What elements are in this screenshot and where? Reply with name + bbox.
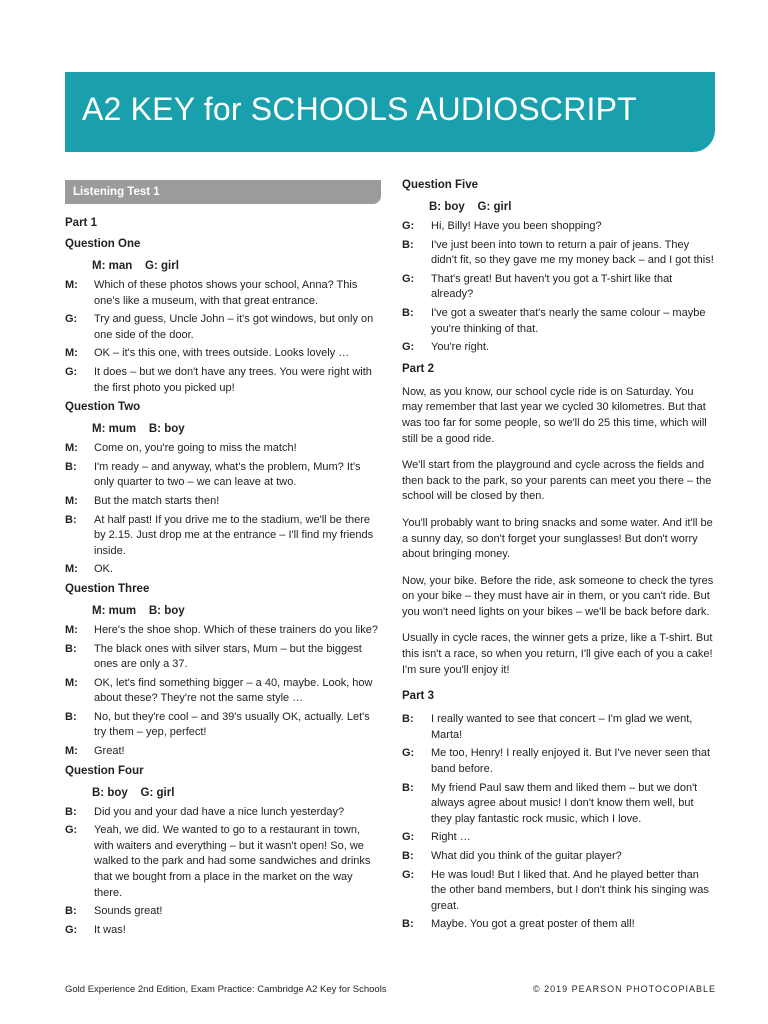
dialogue [65,441,381,578]
dialogue-line [402,272,716,303]
speaker-label: M: [65,563,78,576]
speaker-label: G: [402,272,415,285]
monologue [402,385,716,679]
left-column [65,178,381,941]
paragraph: Usually in cycle races, the winner gets a prize, like a T-shirt. But this isn't a race, so when you return, I'll give each of you a cake! I'm sure you'll enjoy it! [402,632,713,676]
dialogue-line [65,562,381,578]
dialogue-line [402,219,716,235]
dialogue-text: OK, let's find something bigger – a 40, maybe. Look, how about these? They're not the same style … [94,676,373,705]
footer-credit: Gold Experience 2nd Edition, Exam Practice: Cambridge A2 Key for Schools [65,984,387,995]
dialogue-line [65,823,381,901]
part-heading: Part 3 [402,690,434,703]
speaker-label: G: [402,868,415,881]
speaker-label: B: [402,918,414,931]
dialogue-text: Sounds great! [94,905,163,918]
dialogue-line [65,513,381,560]
speaker-label: G: [402,341,415,354]
question-title: Question Four [65,764,144,777]
dialogue-text: Try and guess, Uncle John – it's got windows, but only on one side of the door. [94,313,374,341]
dialogue [65,805,381,939]
dialogue-line [402,849,716,865]
speaker-label: B: [402,306,414,319]
paragraph: Now, as you know, our school cycle ride is on Saturday. You may remember that last year we cycled 30 kilometres. But that was too far for some people, so we'll do 25 this time, which will still be a good ride. [402,385,707,445]
speaker-label: G: [402,220,415,232]
speaker-key: B: boy G: girl [429,201,512,213]
speaker-label: B: [65,642,77,655]
dialogue-text: Here's the shoe shop. Which of these trainers do you like? [94,623,378,636]
dialogue-line [65,744,381,760]
speaker-label: G: [65,365,78,378]
dialogue-line [65,676,381,707]
dialogue-text: Maybe. You got a great poster of them all! [431,918,635,931]
page-title: A2 KEY for SCHOOLS AUDIOSCRIPT [82,91,637,127]
dialogue-line [65,460,381,491]
speaker-key: M: man G: girl [92,260,179,272]
question-title: Question Five [402,179,479,191]
speaker-label: M: [65,442,78,455]
dialogue-text: Yeah, we did. We wanted to go to a restaurant in town, with waiters and everything – but it wasn't open! So, we walked to the park and had some sandwiches and drinks that we bought from a place in the market on the way there. [94,824,371,899]
dialogue-text: OK – it's this one, with trees outside. Looks lovely … [94,347,350,360]
paragraph: We'll start from the playground and cycle across the fields and then back to the park, so your parents can meet you there – the school will be closed by then. [402,459,712,503]
speaker-label: B: [65,905,77,918]
speaker-label: B: [402,713,414,726]
dialogue [402,712,716,933]
dialogue-text: At half past! If you drive me to the stadium, we'll be there by 2.15. Just drop me at the entrance – I'll find my friends inside. [94,513,374,557]
speaker-label: G: [65,313,78,326]
part-heading: Part 1 [65,217,97,229]
dialogue-line [65,365,381,396]
dialogue-line [402,746,716,777]
dialogue-text: I'm ready – and anyway, what's the problem, Mum? It's only quarter to two – we can leave at two. [94,460,361,489]
dialogue-line [65,904,381,920]
question-title: Question Two [65,401,141,414]
speaker-label: G: [402,747,415,760]
dialogue-text: It does – but we don't have any trees. You were right with the first photo you picked up! [94,365,372,394]
speaker-label: G: [65,923,78,936]
speaker-label: M: [65,623,78,636]
dialogue-text: I really wanted to see that concert – I'm glad we went, Marta! [431,713,693,741]
speaker-label: B: [402,238,414,251]
speaker-label: G: [65,824,78,837]
speaker-label: B: [65,805,77,818]
speaker-label: M: [65,279,78,291]
dialogue-text: No, but they're cool – and 39's usually OK, actually. Let's try them – yep, perfect! [94,710,370,739]
paragraph: You'll probably want to bring snacks and some water. And it'll be a sunny day, so don't forget your sunglasses! But don't worry about bringing money. [402,516,713,561]
dialogue-text: He was loud! But I liked that. And he played better than the other band members, but I don't think his singing was great. [431,868,709,912]
dialogue-line [402,238,716,269]
dialogue-text: Great! [94,745,125,758]
dialogue-line [65,642,381,673]
speaker-label: B: [65,710,77,723]
test-label-bar: Listening Test 1 [65,180,381,204]
dialogue-text: Right … [431,831,471,844]
question-title: Question Three [65,582,150,595]
dialogue [402,219,716,356]
paragraph: Now, your bike. Before the ride, ask someone to check the tyres on your bike – they must have air in them, or you can't ride. But you won't need lights on your bikes – we'll be back before dark. [402,574,714,618]
footer-copyright: © 2019 PEARSON PHOTOCOPIABLE [532,984,716,994]
speaker-key: M: mum B: boy [92,423,185,436]
speaker-key: B: boy G: girl [92,786,175,799]
dialogue-line [65,710,381,741]
speaker-label: B: [402,781,414,794]
dialogue-line [65,623,381,639]
dialogue-text: What did you think of the guitar player? [431,850,622,862]
dialogue-text: I've got a sweater that's nearly the same colour – maybe you're thinking of that. [431,306,706,335]
question-title: Question One [65,238,141,250]
dialogue-line [65,923,381,939]
dialogue-line [65,441,381,457]
speaker-label: M: [65,494,78,507]
dialogue-line [65,312,381,343]
dialogue-line [402,306,716,337]
dialogue-text: OK. [94,563,113,576]
dialogue-line [402,340,716,356]
dialogue-text: It was! [94,923,126,936]
speaker-label: B: [402,850,414,862]
dialogue-text: I've just been into town to return a pair of jeans. They didn't fit, so they gave me my money back – and I got this! [431,238,714,267]
dialogue-line [402,712,716,743]
dialogue-line [65,494,381,510]
speaker-key: M: mum B: boy [92,604,185,617]
dialogue-line [402,830,716,846]
dialogue-text: But the match starts then! [94,494,220,507]
dialogue [65,278,381,396]
right-column [402,178,716,936]
dialogue-line [65,278,381,309]
dialogue-text: Did you and your dad have a nice lunch yesterday? [94,805,345,818]
dialogue-line [65,805,381,821]
dialogue [65,623,381,760]
dialogue-line [402,917,716,933]
dialogue-text: Which of these photos shows your school, Anna? This one's like a museum, with that great entrance. [94,279,358,307]
dialogue-text: Come on, you're going to miss the match! [94,442,297,455]
dialogue-text: The black ones with silver stars, Mum – but the biggest ones are only a 37. [94,642,362,671]
dialogue-text: Me too, Henry! I really enjoyed it. But I've never seen that band before. [431,747,711,776]
speaker-label: G: [402,831,415,844]
speaker-label: B: [65,460,77,473]
part-heading: Part 2 [402,362,434,375]
dialogue-text: That's great! But haven't you got a T-shirt like that already? [431,272,673,301]
dialogue-text: You're right. [431,341,489,354]
speaker-label: M: [65,745,78,758]
speaker-label: B: [65,513,77,526]
question-list [65,237,381,938]
dialogue-text: My friend Paul saw them and liked them – but we don't always agree about music! I don't know them well, but they play fantastic rock music, which I love. [431,781,698,825]
dialogue-line [402,868,716,915]
speaker-label: M: [65,676,78,689]
title-banner [65,72,715,152]
dialogue-line [402,781,716,828]
dialogue-line [65,346,381,362]
dialogue-text: Hi, Billy! Have you been shopping? [431,220,602,232]
speaker-label: M: [65,347,78,360]
